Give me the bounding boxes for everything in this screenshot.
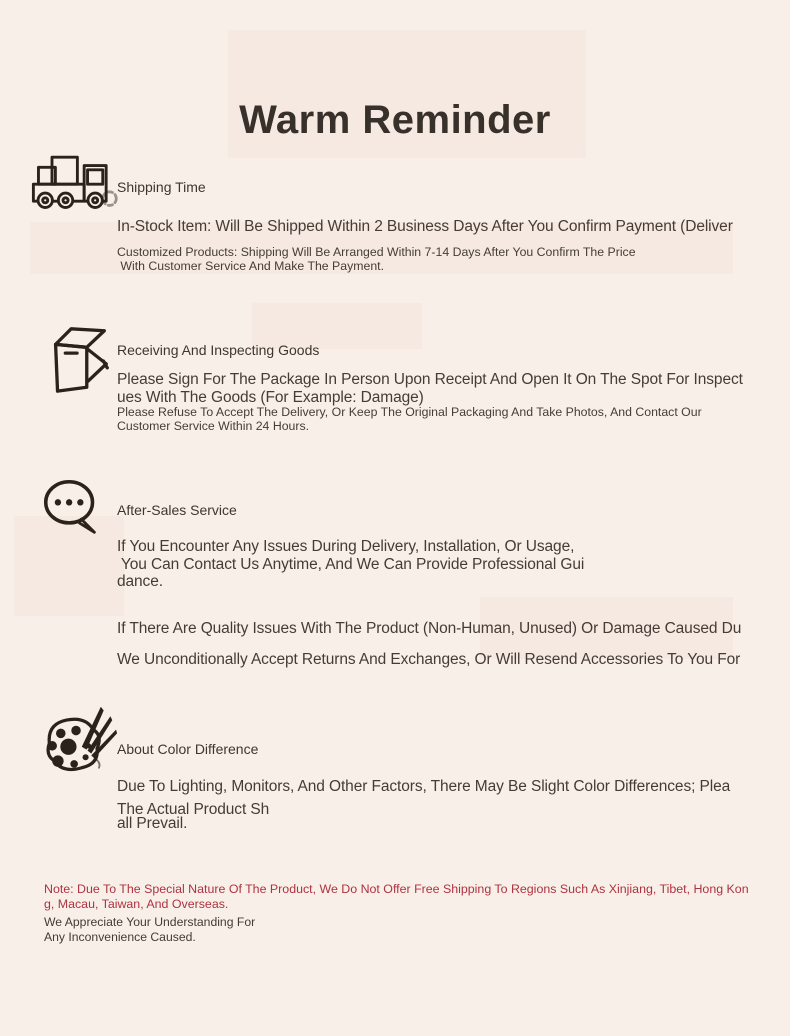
receiving-main-line: Please Sign For The Package In Person Upon Receipt And Open It On The Spot For Inspect [117,371,743,388]
color-difference-line: The Actual Product Sh [117,801,270,818]
shipping-note-red [44,882,749,912]
note-gray-line: We Appreciate Your Understanding For [44,915,256,929]
page-title: Warm Reminder [239,97,551,142]
note-red-line: g, Macau, Taiwan, And Overseas. [44,897,229,912]
receiving-main [117,371,743,406]
note-gray-line: Any Inconvenience Caused. [44,930,196,944]
palette-icon [36,701,118,783]
after-sales-para1 [117,538,584,591]
box-icon [42,321,114,397]
shipping-subtext [117,245,636,273]
chat-bubble-icon [42,477,100,537]
shipping-subline: Customized Products: Shipping Will Be Arranged Within 7-14 Days After You Confirm The Price [117,245,636,259]
section-label-receiving: Receiving And Inspecting Goods [117,342,320,358]
shipping-main-line: In-Stock Item: Will Be Shipped Within 2 Business Days After You Confirm Payment (Deliver [117,218,733,235]
receiving-subline: Customer Service Within 24 Hours. [117,419,310,433]
after-sales-line: If You Encounter Any Issues During Delivery, Installation, Or Usage, [117,538,575,555]
receiving-subtext [117,405,702,433]
after-sales-line: dance. [117,573,163,590]
color-difference-para1: Due To Lighting, Monitors, And Other Factors, There May Be Slight Color Differences; Plea [117,778,731,795]
color-difference-para2 [117,803,269,830]
after-sales-line: You Can Contact Us Anytime, And We Can Provide Professional Gui [117,555,585,573]
receiving-main-line: ues With The Goods (For Example: Damage) [117,388,424,406]
after-sales-para3: We Unconditionally Accept Returns And Exchanges, Or Will Resend Accessories To You For [117,651,741,668]
shipping-note-gray [44,915,255,945]
color-difference-line: all Prevail. [117,814,188,832]
after-sales-para2: If There Are Quality Issues With The Product (Non-Human, Unused) Or Damage Caused Du [117,620,742,637]
truck-icon [30,150,118,210]
shipping-subline: With Customer Service And Make The Payment. [117,259,384,273]
section-label-color-difference: About Color Difference [117,741,259,757]
receiving-subline: Please Refuse To Accept The Delivery, Or Keep The Original Packaging And Take Photos, And Contact Our [117,405,702,419]
section-label-shipping: Shipping Time [117,179,206,195]
section-label-after-sales: After-Sales Service [117,502,237,518]
note-red-line: Note: Due To The Special Nature Of The Product, We Do Not Offer Free Shipping To Regions Such As Xinjiang, Tibet, Hong Kon [44,882,749,896]
